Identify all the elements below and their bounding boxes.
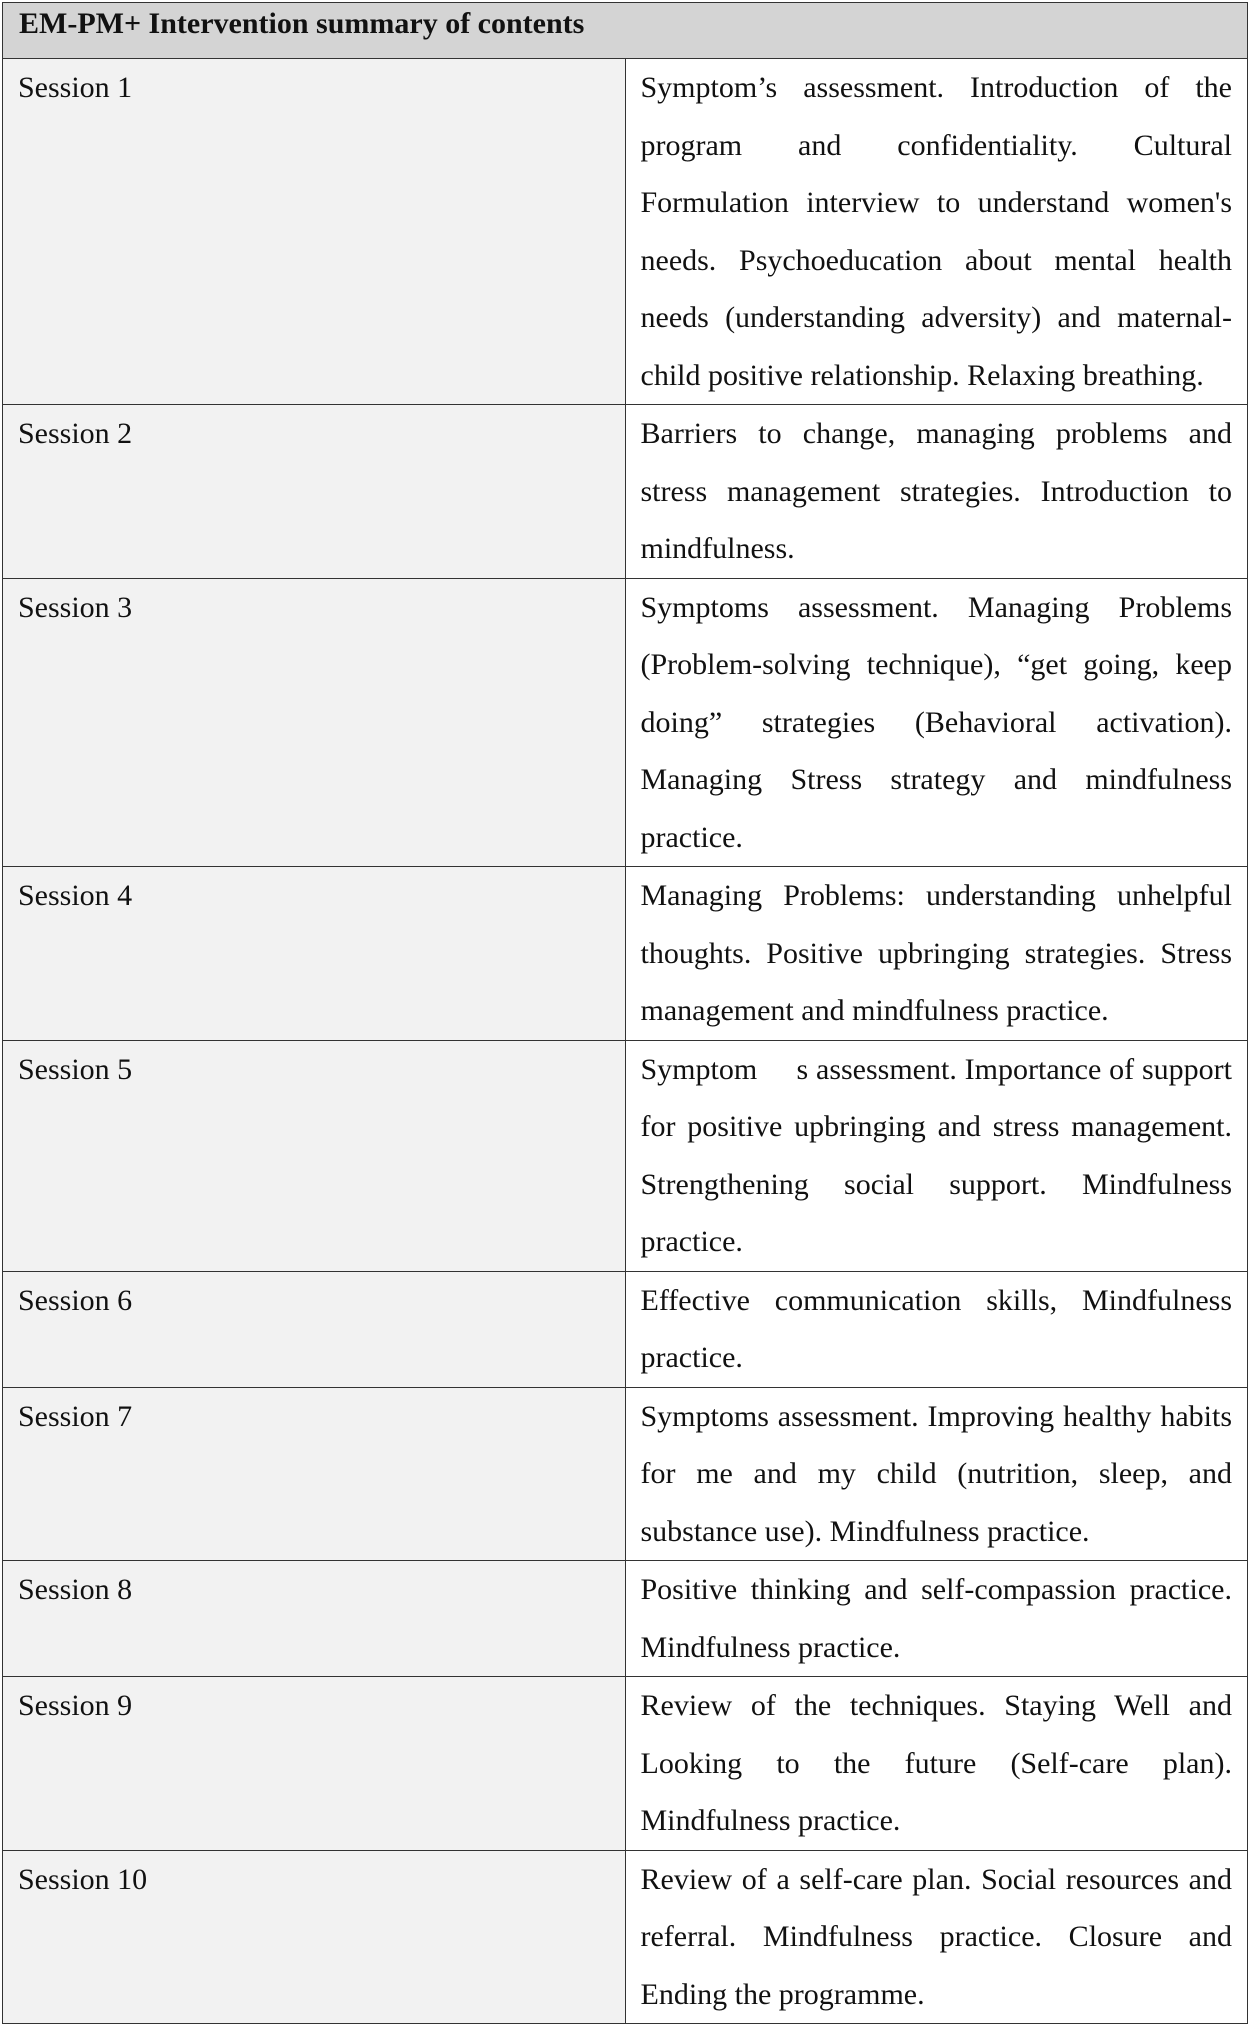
session-content: Managing Problems: understanding unhelpful thoughts. Positive upbringing strategies. Stress management and mindfulness practice. xyxy=(625,867,1248,1041)
session-label: Session 6 xyxy=(3,1271,626,1387)
session-content: Positive thinking and self-compassion practice. Mindfulness practice. xyxy=(625,1561,1248,1677)
table-row xyxy=(3,1561,1248,1677)
table-row xyxy=(3,405,1248,579)
table-title: EM-PM+ Intervention summary of contents xyxy=(3,3,1248,59)
session-label: Session 4 xyxy=(3,867,626,1041)
session-label: Session 5 xyxy=(3,1040,626,1271)
table-row xyxy=(3,1677,1248,1851)
session-content: Symptom’s assessment. Introduction of the program and confidentiality. Cultural Formulation interview to understand women's needs. Psychoeducation about mental health needs (understanding adversity) and maternal-child positive relationship. Relaxing breathing. xyxy=(625,59,1248,405)
session-label: Session 9 xyxy=(3,1677,626,1851)
table-row xyxy=(3,1387,1248,1561)
session-content: Symptoms assessment. Improving healthy habits for me and my child (nutrition, sleep, and substance use). Mindfulness practice. xyxy=(625,1387,1248,1561)
session-content: Barriers to change, managing problems and stress management strategies. Introduction to mindfulness. xyxy=(625,405,1248,579)
table-row xyxy=(3,578,1248,867)
session-content: Review of the techniques. Staying Well and Looking to the future (Self-care plan). Mindfulness practice. xyxy=(625,1677,1248,1851)
session-label: Session 10 xyxy=(3,1850,626,2024)
session-label: Session 2 xyxy=(3,405,626,579)
table-row xyxy=(3,59,1248,405)
session-label: Session 7 xyxy=(3,1387,626,1561)
session-content: Effective communication skills, Mindfulness practice. xyxy=(625,1271,1248,1387)
table-row xyxy=(3,1850,1248,2024)
table-row xyxy=(3,867,1248,1041)
session-label: Session 3 xyxy=(3,578,626,867)
session-content: Symptoms assessment. Managing Problems (Problem-solving technique), “get going, keep doing” strategies (Behavioral activation). Managing Stress strategy and mindfulness practice. xyxy=(625,578,1248,867)
table-header-row xyxy=(3,3,1248,59)
table-row xyxy=(3,1271,1248,1387)
session-label: Session 8 xyxy=(3,1561,626,1677)
table-row xyxy=(3,1040,1248,1271)
intervention-summary-table xyxy=(2,2,1248,2024)
session-label: Session 1 xyxy=(3,59,626,405)
session-content: Symptom s assessment. Importance of support for positive upbringing and stress management. Strengthening social support. Mindfulness practice. xyxy=(625,1040,1248,1271)
session-content: Review of a self-care plan. Social resources and referral. Mindfulness practice. Closure and Ending the programme. xyxy=(625,1850,1248,2024)
